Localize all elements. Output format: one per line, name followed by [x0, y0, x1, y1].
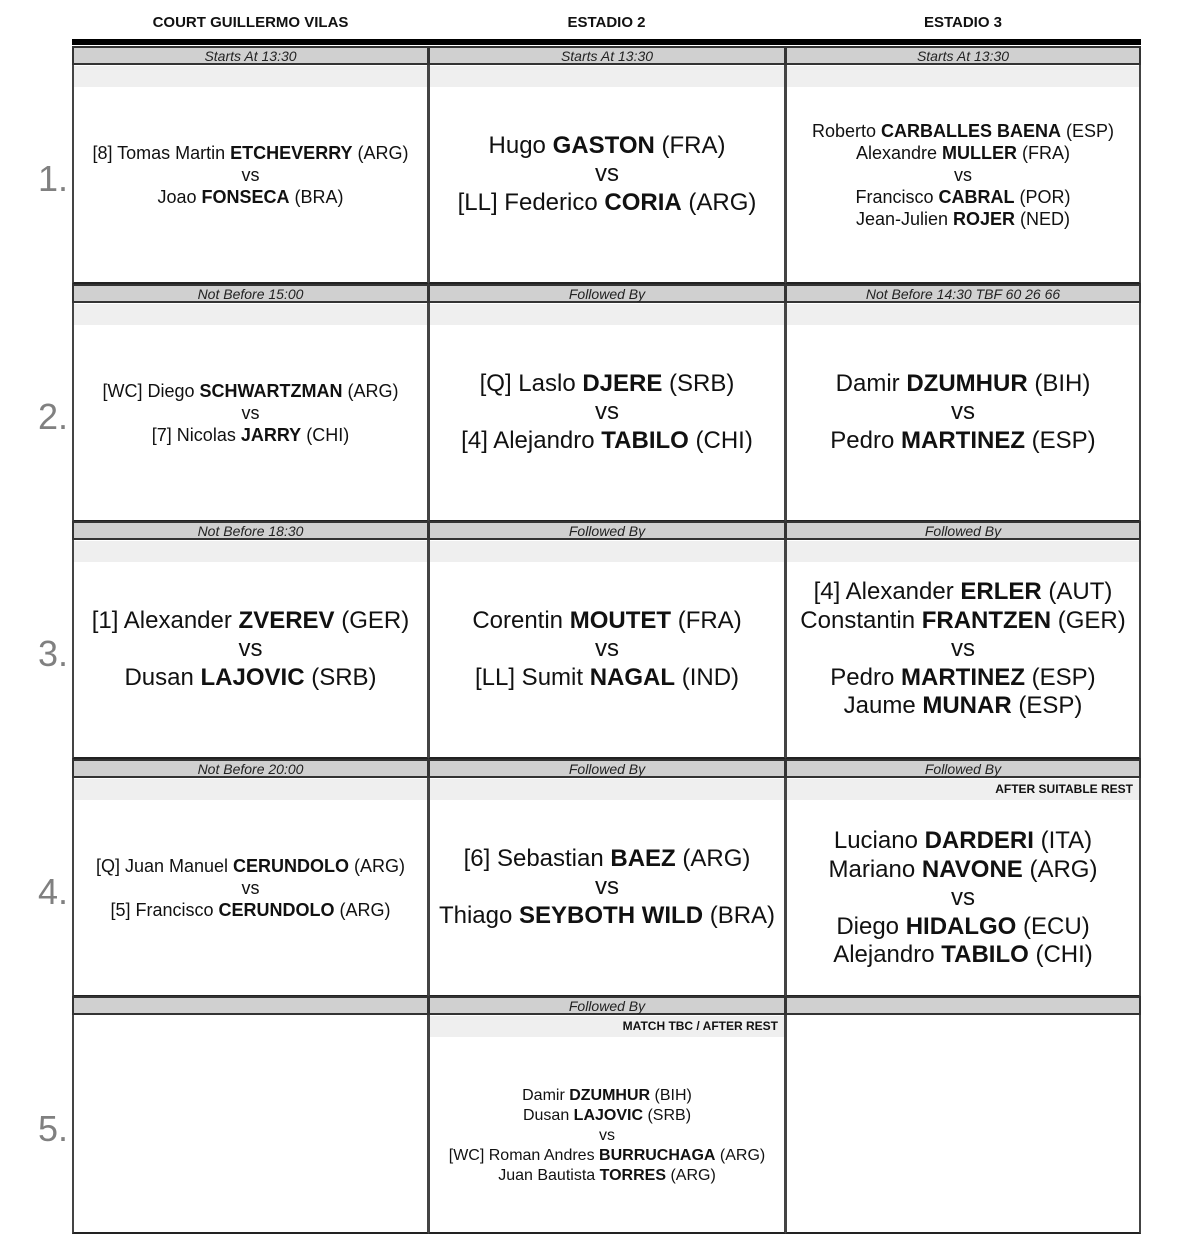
- player-last-name: LAJOVIC: [200, 663, 305, 691]
- player-last-name: SEYBOTH WILD: [519, 901, 704, 929]
- match-cell: [72, 46, 429, 284]
- match: [785, 65, 1141, 284]
- player-last-name: FRANTZEN: [921, 606, 1052, 634]
- player-country: (ESP): [1061, 120, 1115, 141]
- match-cell: [72, 996, 429, 1234]
- player-country: (POR): [1014, 186, 1071, 207]
- court-title-1: ESTADIO 2: [567, 14, 646, 31]
- match: [428, 65, 786, 284]
- start-time-header: [72, 996, 429, 1015]
- top-rule: [72, 39, 1141, 45]
- player-first-name: [WC] Roman Andres: [448, 1146, 600, 1164]
- player-last-name: CORIA: [604, 188, 682, 216]
- player-last-name: DZUMHUR: [906, 369, 1028, 397]
- player-line: [102, 380, 398, 402]
- row-number: 2.: [38, 396, 69, 437]
- player-first-name: Joao: [157, 186, 202, 207]
- player-last-name: BURRUCHAGA: [599, 1146, 716, 1164]
- player-line: [449, 1146, 766, 1166]
- versus-label: vs: [595, 160, 619, 188]
- player-last-name: JARRY: [240, 424, 302, 445]
- player-country: (ARG): [342, 380, 399, 401]
- player-first-name: Roberto: [811, 120, 882, 141]
- player-line: [855, 186, 1070, 208]
- player-country: (CHI): [301, 424, 350, 445]
- player-country: (NED): [1015, 208, 1071, 229]
- player-line: [489, 132, 726, 161]
- player-first-name: Mariano: [828, 855, 922, 883]
- player-first-name: [7] Nicolas: [151, 424, 241, 445]
- player-first-name: [Q] Juan Manuel: [95, 855, 234, 876]
- versus-label: vs: [241, 877, 260, 898]
- player-last-name: CERUNDOLO: [218, 899, 335, 920]
- row-number: 3.: [38, 633, 69, 674]
- player-line: [464, 845, 751, 874]
- player-first-name: Pedro: [830, 426, 902, 454]
- cell-body: [785, 1015, 1141, 1234]
- match-cell: [785, 521, 1141, 759]
- player-line: [830, 664, 1095, 693]
- versus-label: vs: [595, 873, 619, 901]
- player-last-name: CARBALLES BAENA: [881, 120, 1062, 141]
- player-country: (SRB): [662, 369, 735, 397]
- player-country: (CHI): [688, 426, 753, 454]
- player-last-name: MOUTET: [569, 606, 672, 634]
- match: [428, 778, 786, 997]
- player-last-name: ROJER: [953, 208, 1016, 229]
- cell-note-band: MATCH TBC / AFTER REST: [430, 1016, 784, 1037]
- player-line: [461, 427, 753, 456]
- player-last-name: TABILO: [941, 941, 1029, 969]
- player-first-name: Corentin: [472, 606, 570, 634]
- player-last-name: TABILO: [601, 426, 689, 454]
- player-first-name: Thiago: [438, 901, 520, 929]
- match-cell: [72, 284, 429, 522]
- court-title-2: ESTADIO 3: [923, 14, 1003, 31]
- versus-label: vs: [599, 1126, 615, 1144]
- player-last-name: FONSECA: [201, 186, 290, 207]
- player-last-name: BAEZ: [610, 844, 676, 872]
- player-country: (ARG): [666, 1166, 716, 1184]
- match: [72, 778, 429, 997]
- versus-label: vs: [951, 635, 975, 663]
- match: [72, 303, 429, 522]
- player-last-name: CERUNDOLO: [233, 855, 350, 876]
- player-line: [844, 692, 1083, 721]
- player-country: (BIH): [1027, 369, 1091, 397]
- player-line: [157, 186, 343, 208]
- match-cell: [785, 996, 1141, 1234]
- player-line: [856, 142, 1070, 164]
- player-first-name: Alexandre: [855, 142, 943, 163]
- match-cell: [785, 284, 1141, 522]
- row-number: 5.: [38, 1108, 69, 1149]
- match: [72, 65, 429, 284]
- player-first-name: Pedro: [830, 663, 902, 691]
- versus-label: vs: [238, 635, 263, 663]
- match: [428, 303, 786, 522]
- match-cell: [428, 521, 786, 759]
- player-first-name: [LL] Federico: [457, 188, 605, 216]
- player-country: (BRA): [703, 901, 776, 929]
- player-last-name: MARTINEZ: [901, 663, 1025, 691]
- match-cell: [72, 521, 429, 759]
- start-time-header: Not Before 20:00: [72, 759, 429, 778]
- start-time-header: Followed By: [428, 521, 786, 540]
- player-first-name: [8] Tomas Martin: [92, 142, 231, 163]
- player-country: (FRA): [654, 131, 726, 159]
- versus-label: vs: [595, 398, 619, 426]
- player-first-name: [Q] Laslo: [479, 369, 583, 397]
- match: [785, 540, 1141, 759]
- player-line: [475, 664, 739, 693]
- player-last-name: MUNAR: [922, 692, 1012, 720]
- player-country: (ARG): [675, 844, 751, 872]
- player-country: (SRB): [643, 1106, 692, 1124]
- player-first-name: Jean-Julien: [855, 208, 954, 229]
- player-line: [96, 855, 405, 877]
- player-last-name: DARDERI: [924, 827, 1034, 855]
- player-first-name: Luciano: [833, 827, 925, 855]
- match-cell: [72, 759, 429, 997]
- player-last-name: CABRAL: [938, 186, 1015, 207]
- player-first-name: Juan Bautista: [498, 1166, 600, 1184]
- player-country: (CHI): [1028, 941, 1093, 969]
- player-line: [480, 370, 735, 399]
- player-line: [472, 607, 741, 636]
- player-first-name: Francisco: [855, 186, 939, 207]
- player-last-name: ETCHEVERRY: [230, 142, 353, 163]
- player-last-name: ERLER: [960, 578, 1042, 606]
- player-country: (FRA): [1017, 142, 1071, 163]
- start-time-header: Not Before 15:00: [72, 284, 429, 303]
- start-time-header: Starts At 13:30: [785, 46, 1141, 65]
- player-first-name: Dusan: [522, 1106, 574, 1124]
- start-time-header: Followed By: [428, 759, 786, 778]
- player-line: [836, 370, 1091, 399]
- player-line: [800, 607, 1125, 636]
- player-first-name: Jaume: [843, 692, 923, 720]
- player-last-name: MULLER: [942, 142, 1018, 163]
- player-line: [439, 902, 775, 931]
- player-country: (AUT): [1041, 578, 1113, 606]
- start-time-header: Followed By: [428, 996, 786, 1015]
- player-country: (ARG): [334, 899, 391, 920]
- player-line: [833, 941, 1093, 970]
- player-country: (GER): [1051, 606, 1126, 634]
- player-last-name: TORRES: [599, 1166, 666, 1184]
- player-last-name: DJERE: [582, 369, 663, 397]
- court-title-0: COURT GUILLERMO VILAS: [152, 14, 349, 31]
- player-line: [814, 578, 1113, 607]
- player-line: [498, 1166, 716, 1186]
- player-line: [812, 120, 1114, 142]
- player-first-name: [5] Francisco: [110, 899, 219, 920]
- player-country: (BIH): [650, 1086, 692, 1104]
- player-line: [92, 142, 408, 164]
- row-number: 1.: [38, 158, 69, 199]
- player-country: (ARG): [715, 1146, 766, 1164]
- player-country: (SRB): [304, 663, 377, 691]
- player-first-name: [4] Alexander: [813, 578, 961, 606]
- player-first-name: Diego: [836, 912, 906, 940]
- player-first-name: [6] Sebastian: [463, 844, 611, 872]
- player-country: (FRA): [671, 606, 742, 634]
- start-time-header: Starts At 13:30: [428, 46, 786, 65]
- player-first-name: Hugo: [488, 131, 553, 159]
- start-time-header: Followed By: [785, 521, 1141, 540]
- versus-label: vs: [241, 402, 260, 423]
- match-cell: [428, 759, 786, 997]
- player-last-name: MARTINEZ: [901, 426, 1025, 454]
- versus-label: vs: [951, 398, 975, 426]
- versus-label: vs: [951, 884, 975, 912]
- match: [428, 540, 786, 759]
- start-time-header: [785, 996, 1141, 1015]
- start-time-header: Not Before 14:30 TBF 60 26 66: [785, 284, 1141, 303]
- player-line: [92, 607, 409, 636]
- player-line: [522, 1086, 692, 1106]
- player-country: (BRA): [289, 186, 344, 207]
- player-country: (ECU): [1016, 912, 1090, 940]
- match-cell: [785, 46, 1141, 284]
- player-first-name: Constantin: [800, 606, 922, 634]
- match-cell: [785, 759, 1141, 997]
- player-first-name: Dusan: [124, 663, 201, 691]
- player-country: (ESP): [1011, 692, 1083, 720]
- player-country: (ARG): [349, 855, 406, 876]
- player-last-name: HIDALGO: [905, 912, 1017, 940]
- player-first-name: [WC] Diego: [102, 380, 200, 401]
- player-last-name: ZVEREV: [238, 606, 335, 634]
- player-first-name: Damir: [522, 1086, 570, 1104]
- cell-note-band: AFTER SUITABLE REST: [787, 779, 1139, 800]
- match: [72, 540, 429, 759]
- player-last-name: NAGAL: [589, 663, 676, 691]
- start-time-header: Followed By: [428, 284, 786, 303]
- match: [428, 1037, 786, 1234]
- versus-label: vs: [954, 164, 972, 185]
- player-last-name: LAJOVIC: [573, 1106, 644, 1124]
- player-country: (ARG): [1022, 855, 1098, 883]
- player-country: (ARG): [352, 142, 409, 163]
- player-country: (ESP): [1025, 663, 1096, 691]
- player-first-name: [LL] Sumit: [474, 663, 590, 691]
- row-number: 4.: [38, 871, 69, 912]
- match: [785, 800, 1141, 997]
- cell-body: [72, 1015, 429, 1234]
- player-line: [834, 827, 1092, 856]
- player-first-name: Damir: [835, 369, 907, 397]
- player-line: [458, 189, 757, 218]
- player-first-name: [4] Alejandro: [461, 426, 602, 454]
- start-time-header: Followed By: [785, 759, 1141, 778]
- player-line: [110, 899, 390, 921]
- match: [785, 303, 1141, 522]
- player-line: [152, 424, 349, 446]
- player-line: [124, 664, 376, 693]
- player-last-name: DZUMHUR: [569, 1086, 651, 1104]
- player-first-name: Alejandro: [833, 941, 942, 969]
- player-line: [856, 208, 1070, 230]
- player-country: (IND): [675, 663, 740, 691]
- player-country: (ARG): [681, 188, 757, 216]
- match-cell: [428, 284, 786, 522]
- match-cell: [428, 46, 786, 284]
- match-cell: [428, 996, 786, 1234]
- player-country: (GER): [334, 606, 410, 634]
- player-last-name: SCHWARTZMAN: [199, 380, 343, 401]
- versus-label: vs: [241, 164, 260, 185]
- player-line: [523, 1106, 691, 1126]
- versus-label: vs: [595, 635, 619, 663]
- start-time-header: Starts At 13:30: [72, 46, 429, 65]
- player-country: (ITA): [1033, 827, 1093, 855]
- start-time-header: Not Before 18:30: [72, 521, 429, 540]
- player-line: [830, 427, 1095, 456]
- player-line: [836, 913, 1089, 942]
- player-first-name: [1] Alexander: [91, 606, 239, 634]
- player-country: (ESP): [1025, 426, 1096, 454]
- player-line: [829, 856, 1098, 885]
- player-last-name: GASTON: [552, 131, 655, 159]
- player-last-name: NAVONE: [921, 855, 1023, 883]
